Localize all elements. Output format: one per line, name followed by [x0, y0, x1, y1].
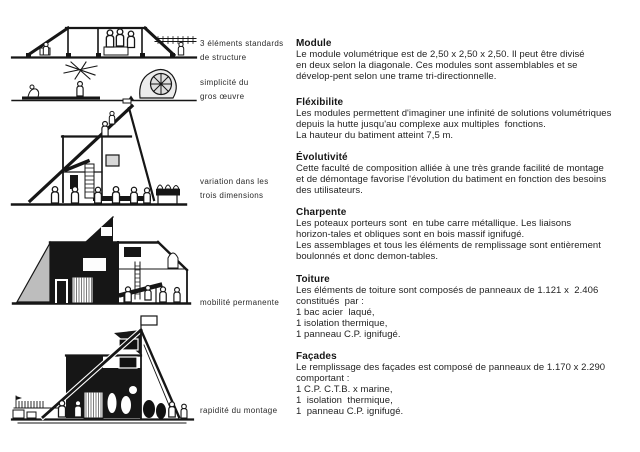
section-title: Toiture: [296, 274, 330, 285]
text-line: 1 panneau C.P. ignifugé.: [296, 406, 404, 417]
figure-label-mobilite: [200, 296, 292, 310]
figure-finished-building-drawing: [12, 316, 193, 423]
label-line: mobilité permanente: [200, 298, 280, 307]
text-line: boulonnés et donc demon-tables.: [296, 251, 439, 262]
section-flexibilite: [296, 97, 640, 141]
text-line: 1 isolation thermique,: [296, 318, 388, 329]
figure-label-gros-oeuvre: [200, 76, 292, 104]
text-line: Les assemblages et tous les éléments de remplissage sont entièrement: [296, 240, 601, 251]
label-line: de structure: [200, 53, 247, 62]
text-line: 1 bac acier laqué,: [296, 307, 375, 318]
text-line: Le module volumétrique est de 2,50 x 2,50 x 2,50. Il peut être divisé: [296, 49, 585, 60]
section-evolutivite: [296, 152, 640, 196]
figure-groundworks-drawing: [12, 62, 196, 101]
text-line: Les éléments de toiture sont composés de panneaux de 1.121 x 2.406: [296, 285, 599, 296]
text-line: Le remplissage des façades est composé de panneaux de 1.170 x 2.290: [296, 362, 606, 373]
section-module: [296, 38, 640, 82]
section-title: Évolutivité: [296, 152, 348, 163]
figure-label-rapidite: [200, 404, 292, 418]
text-line: La hauteur du batiment atteint 7,5 m.: [296, 130, 454, 141]
text-line: Les modules permettent d'imaginer une infinité de solutions volumétriques: [296, 108, 612, 119]
label-line: simplicité du: [200, 78, 249, 87]
section-facades: [296, 351, 640, 417]
label-line: variation dans les: [200, 177, 269, 186]
label-line: trois dimensions: [200, 191, 264, 200]
label-line: gros œuvre: [200, 92, 245, 101]
figure-three-dimensions-drawing: [12, 99, 186, 205]
figure-label-structure: [200, 37, 292, 65]
text-line: horizon-tales et obliques sont en bois massif ignifugé.: [296, 229, 525, 240]
text-line: dévelop-pent selon une trame tri-directionnelle.: [296, 71, 497, 82]
section-title: Charpente: [296, 207, 347, 218]
section-title: Façades: [296, 351, 337, 362]
section-title: Fléxibilite: [296, 97, 344, 108]
figure-structure-frame-drawing: [12, 28, 196, 58]
text-line: Les poteaux porteurs sont en tube carre métallique. Les liaisons: [296, 218, 572, 229]
text-line: et de démontage favorise l'évolution du batiment en fonction des besoins: [296, 174, 607, 185]
section-title: Module: [296, 38, 332, 49]
figure-mobile-house-drawing: [13, 217, 190, 304]
figure-label-variation: [200, 175, 292, 203]
section-toiture: [296, 274, 640, 340]
section-charpente: [296, 207, 640, 262]
text-line: Cette faculté de composition alliée à une très grande facilité de montage: [296, 163, 604, 174]
label-line: 3 éléments standards: [200, 39, 284, 48]
text-line: constitués par :: [296, 296, 364, 307]
text-line: 1 isolation thermique,: [296, 395, 393, 406]
construction-sequence-drawings: [0, 0, 210, 452]
text-line: en deux selon la diagonale. Ces modules sont assemblables et se: [296, 60, 578, 71]
text-line: depuis la hutte jusqu'au complexe aux multiples fonctions.: [296, 119, 546, 130]
text-line: 1 panneau C.P. ignifugé.: [296, 329, 401, 340]
text-line: comportant :: [296, 373, 350, 384]
text-line: des utilisateurs.: [296, 185, 363, 196]
text-line: 1 C.P. C.T.B. x marine,: [296, 384, 393, 395]
label-line: rapidité du montage: [200, 406, 278, 415]
